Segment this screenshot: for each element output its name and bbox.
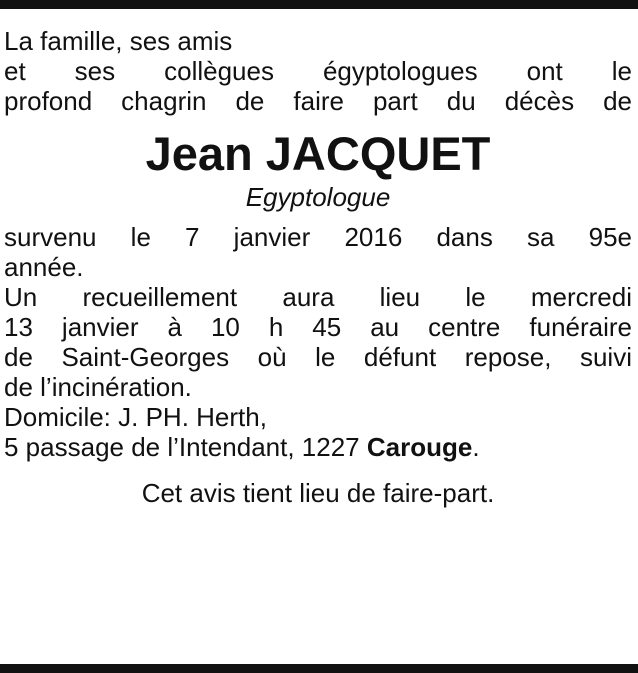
intro-line-2: et ses collègues égyptologues ont le [4, 56, 632, 86]
intro-line-3: profond chagrin de faire part du décès de [4, 86, 632, 116]
address-city: Carouge [366, 432, 473, 462]
death-notice [4, 26, 632, 508]
detail-line-2: année. [4, 252, 84, 282]
detail-line-1: survenu le 7 janvier 2016 dans sa 95e [4, 222, 632, 252]
address-label: Domicile: J. PH. Herth, [4, 402, 267, 432]
bottom-border-rule [0, 664, 638, 673]
detail-line-5: de Saint-Georges où le défunt repose, suivi [4, 342, 632, 372]
address-line [4, 432, 632, 462]
address-period: . [472, 432, 480, 462]
address-street: 5 passage de l’Intendant, 1227 [4, 432, 367, 462]
closing-note: Cet avis tient lieu de faire-part. [141, 478, 495, 508]
detail-line-3: Un recueillement aura lieu le mercredi [4, 282, 632, 312]
detail-line-6: de l’incinération. [4, 372, 192, 402]
detail-line-4: 13 janvier à 10 h 45 au centre funéraire [4, 312, 632, 342]
deceased-profession: Egyptologue [245, 182, 391, 212]
intro-line-1: La famille, ses amis [4, 26, 233, 56]
deceased-name: Jean JACQUET [145, 127, 491, 180]
top-border-rule [0, 0, 638, 9]
